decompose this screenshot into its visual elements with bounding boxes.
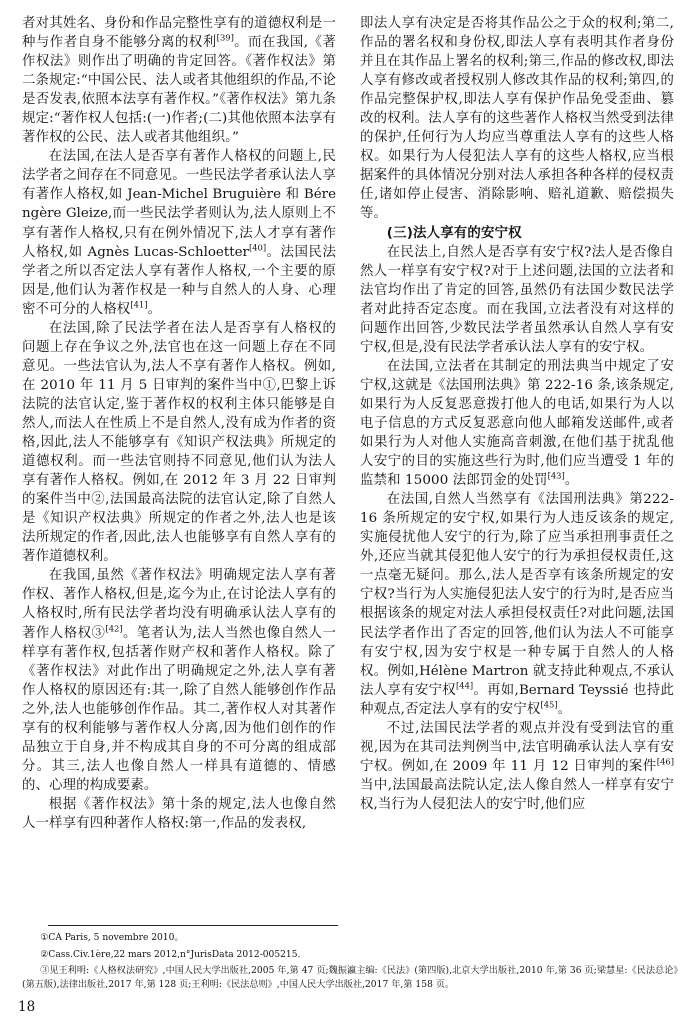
paragraph: 在民法上,自然人是否享有安宁权?法人是否像自然人一样享有安宁权?对于上述问题,法国的立法者和法官均作出了肯定的回答,虽然仍有法国少数民法学者对此持否定态度。而在我国,立法者没有对这样的问题作出回答,少数民法学者虽然承认自然人享有安宁权,但是,没有民法学者承认法人享有的安宁权。 xyxy=(360,244,674,355)
reference-marker: [46] xyxy=(656,756,674,767)
reference-marker: [42] xyxy=(105,623,123,634)
latin-text: Bernard Teyssié xyxy=(518,682,629,698)
paragraph: 根据《著作权法》第十条的规定,法人也像自然人一样享有四种著作人格权:第一,作品的发表权, xyxy=(22,796,336,831)
paragraph: 在法国,自然人当然享有《法国刑法典》第222-16 条所规定的安宁权,如果行为人违反该条的规定,实施侵扰他人安宁的行为,除了应当承担刑事责任之外,还应当就其侵犯他人安宁的行为承担侵权责任,这一点毫无疑问。那么,法人是否享有该条所规定的安宁权?当行为人实施侵犯法人安宁的行为时,是否应当根据该条的规定对法人承担侵权责任?对此问题,法国民法学者作出了否定的回答,他们认为法人不可能享有安宁权,因为安宁权是一种专属于自然人的人格权。例如,Hélène Martron 就支持此种观点,不承认法人享有安宁权[44]。再如,Bernard Teyssié 也持此种观点,否定法人享有的安宁权[45]。 xyxy=(360,492,675,717)
two-column-body xyxy=(22,14,678,914)
footnotes-section xyxy=(22,925,678,995)
latin-text: Cass.Civ.1ère,22 mars 2012,n°JurisData 2012-005215. xyxy=(48,949,301,960)
paragraph: 在法国,除了民法学者在法人是否享有人格权的问题上存在争议之外,法官也在这一问题上存在不同意见。一些法官认为,法人不享有著作人格权。例如,在 2010 年 11 月 5 日审判的案件当中①,巴黎上诉法院的法官认定,鉴于著作权的权利主体只能够是自然人,而法人在性质上不是自然人,没有成为作者的资格,因此,法人不能够享有《知识产权法典》所规定的道德权利。而一些法官则持不同意见,他们认为法人享有著作人格权。例如,在 2012 年 3 月 22 日审判的案件当中②,法国最高法院的法官认定,除了自然人是《知识产权法典》所规定的作者之外,法人也是该法所规定的作者,因此,法人也能够享有自然人享有的著作道德权利。 xyxy=(22,320,336,565)
footnote-separator-rule xyxy=(48,925,338,926)
footnote-item: ①CA Paris, 5 novembre 2010。 xyxy=(40,933,184,944)
paragraph: 在我国,虽然《著作权法》明确规定法人享有著作权、著作人格权,但是,迄今为止,在讨论法人享有的人格权时,所有民法学者均没有明确承认法人享有的著作人格权③[42]。笔者认为,法人当然也像自然人一样享有著作权,包括著作财产权和著作人格权。除了《著作权法》对此作出了明确规定之外,法人享有著作人格权的原因还有:其一,除了自然人能够创作作品之外,法人也能够创作作品。其二,著作权人对其著作享有的权利能够与著作权人分离,因为他们创作的作品独立于自身,并不构成其自身的不可分离的组成部分。其三,法人也像自然人一样具有道德的、情感的、心理的构成要素。 xyxy=(22,568,336,793)
latin-text: Bérengère Gleize xyxy=(22,187,336,222)
right-column xyxy=(360,14,674,814)
paragraph: 即法人享有决定是否将其作品公之于众的权利;第二,作品的署名权和身份权,即法人享有表明其作者身份并且在其作品上署名的权利;第三,作品的修改权,即法人享有修改或者授权别人修改其作品的权利;第四,的作品完整保护权,即法人享有保护作品免受歪曲、篡改的权利。法人享有的这些著作人格权当然受到法律的保护,任何行为人均应当尊重法人享有的这些人格权。如果行为人侵犯法人享有的这些人格权,应当根据案件的具体情况分别对法人承担各种各样的侵权责任,诸如停止侵害、消除影响、赔礼道歉、赔偿损失等。 xyxy=(360,16,674,222)
reference-marker: [44] xyxy=(456,680,474,691)
reference-marker: [45] xyxy=(540,699,558,710)
reference-marker: [41] xyxy=(130,299,148,310)
footnote-item: ②Cass.Civ.1ère,22 mars 2012,n°JurisData 2012-005215. xyxy=(40,949,301,960)
footnote-item: ③见王利明:《人格权法研究》,中国人民大学出版社,2005 年,第 47 页;魏振瀛主编:《民法》(第四版),北京大学出版社,2010 年,第 36 页;梁慧星:《民法总论》(第五版),法律出版社,2017 年,第 128 页;王利明:《民法总则》,中国人民大学出版社,2017 年,第 158 页。 xyxy=(22,966,678,990)
reference-marker: [40] xyxy=(248,242,267,253)
reference-marker: [43] xyxy=(547,470,565,481)
latin-text: Jean-Michel Bruguière xyxy=(127,187,281,203)
latin-text: CA Paris, 5 novembre 2010 xyxy=(48,933,175,944)
paragraph: 在法国,在法人是否享有著作人格权的问题上,民法学者之间存在不同意见。一些民法学者承认法人享有著作人格权,如 Jean-Michel Bruguière 和 Bérengère Gleize,而一些民法学者则认为,法人原则上不享有著作人格权,只有在例外情况下,法人才享有著作人格权,如 Agnès Lucas-Schloetter[40]。法国民法学者之所以否定法人享有著作人格权,一个主要的原因是,他们认为著作权是一种与自然人的人身、心理密不可分的人格权[41]。 xyxy=(22,149,337,317)
paragraph: 不过,法国民法学者的观点并没有受到法官的重视,因为在其司法判例当中,法官明确承认法人享有安宁权。例如,在 2009 年 11 月 12 日审判的案件[46]当中,法国最高法院认定,法人像自然人一样享有安宁权,当行为人侵犯法人的安宁时,他们应 xyxy=(360,720,674,812)
section-heading: (三)法人享有的安宁权 xyxy=(386,225,522,241)
paragraph: 在法国,立法者在其制定的刑法典当中规定了安宁权,这就是《法国刑法典》第 222-16 条,该条规定,如果行为人反复恶意拨打他人的电话,如果行为人以电子信息的方式反复恶意向他人邮箱发送邮件,或者如果行为人对他人实施高音刺激,在他们基于扰乱他人安宁的目的实施这些行为时,他们应当遭受 1 年的监禁和 15000 法郎罚金的处罚[43]。 xyxy=(360,358,674,489)
latin-text: Hélène Martron xyxy=(419,663,529,679)
reference-marker: [39] xyxy=(216,32,234,43)
left-column xyxy=(22,14,336,833)
page-number: 18 xyxy=(18,999,36,1015)
paragraph: 者对其姓名、身份和作品完整性享有的道德权利是一种与作者自身不能够分离的权利[39]。而在我国,《著作权法》则作出了明确的肯定回答。《著作权法》第二条规定:“中国公民、法人或者其他组织的作品,不论是否发表,依照本法享有著作权。”《著作权法》第九条规定:“著作权人包括:(一)作者;(二)其他依照本法享有著作权的公民、法人或者其他组织。” xyxy=(22,16,336,146)
latin-text: Agnès Lucas-Schloetter xyxy=(87,244,249,260)
